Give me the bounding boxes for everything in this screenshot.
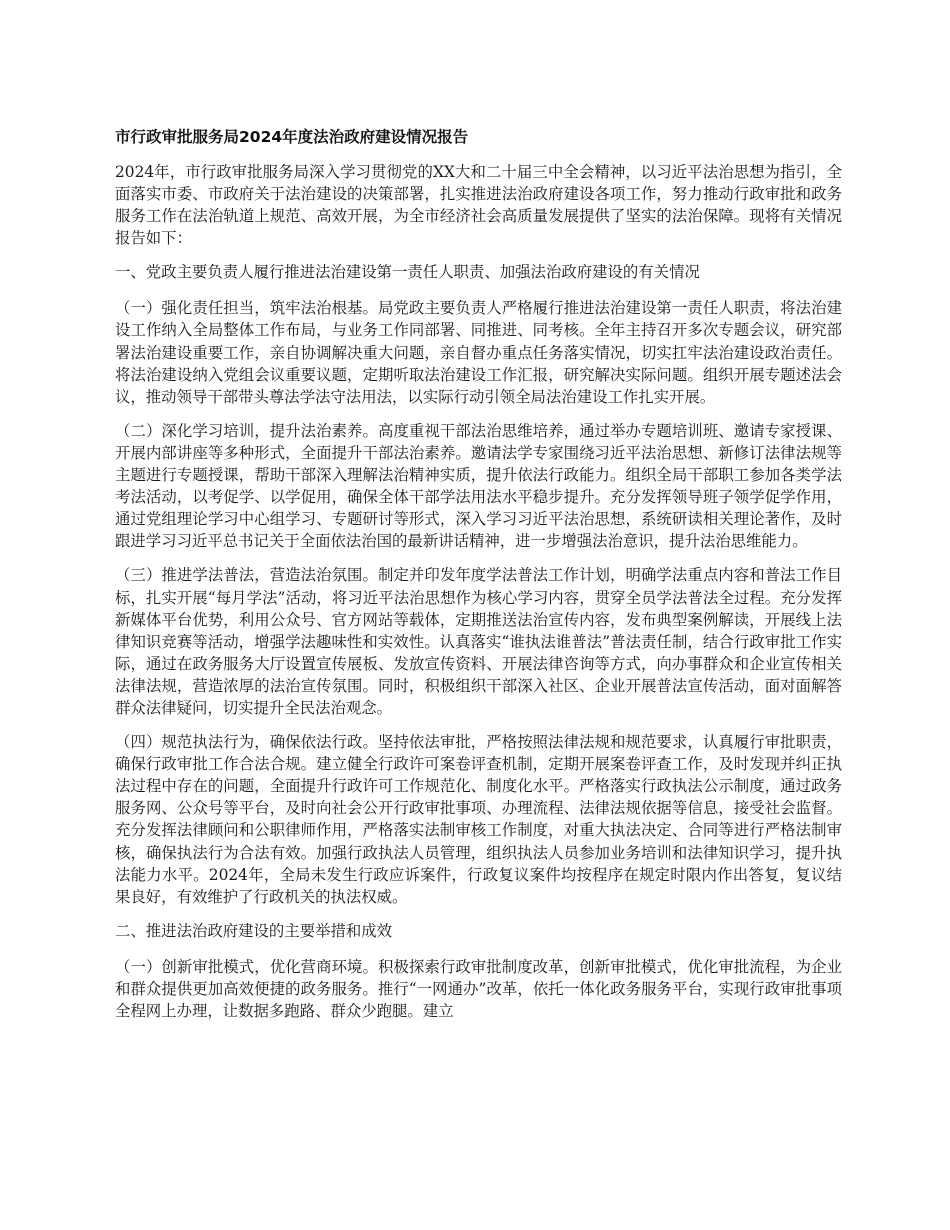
section-1-paragraph-4: （四）规范执法行为，确保依法行政。坚持依法审批，严格按照法律法规和规范要求，认真履行审批职责，确保行政审批工作合法合规。建立健全行政许可案卷评查机制，定期开展案卷评查工作，及时发现并纠正执法过程中存在的问题，全面提升行政许可工作规范化、制度化水平。严格落实行政执法公示制度，通过政务服务网、公众号等平台，及时向社会公开行政审批事项、办理流程、法律法规依据等信息，接受社会监督。充分发挥法律顾问和公职律师作用，严格落实法制审核工作制度，对重大执法决定、合同等进行严格法制审核，确保执法行为合法有效。加强行政执法人员管理，组织执法人员参加业务培训和法律知识学习，提升执法能力水平。2024年，全局未发生行政应诉案件，行政复议案件均按程序在规定时限内作出答复，复议结果良好，有效维护了行政机关的执法权威。 (115, 733, 842, 906)
section-2-heading: 二、推进法治政府建设的主要举措和成效 (115, 921, 393, 940)
document-page (115, 126, 842, 1034)
section-1-paragraph-1: （一）强化责任担当，筑牢法治根基。局党政主要负责人严格履行推进法治建设第一责任人职责，将法治建设工作纳入全局整体工作布局，与业务工作同部署、同推进、同考核。全年主持召开多次专题会议，研究部署法治建设重要工作，亲自协调解决重大问题，亲自督办重点任务落实情况，切实扛牢法治建设政治责任。将法治建设纳入党组会议重要议题，定期听取法治建设工作汇报，研究解决实际问题。组织开展专题述法会议，推动领导干部带头尊法学法守法用法，以实际行动引领全局法治建设工作扎实开展。 (115, 299, 842, 406)
section-1-heading: 一、党政主要负责人履行推进法治建设第一责任人职责、加强法治政府建设的有关情况 (115, 263, 700, 282)
section-2-paragraph-1: （一）创新审批模式，优化营商环境。积极探索行政审批制度改革，创新审批模式，优化审批流程，为企业和群众提供更加高效便捷的政务服务。推行“一网通办”改革，依托一体化政务服务平台，实现行政审批事项全程网上办理，让数据多跑路、群众少跑腿。建立 (115, 957, 842, 1020)
section-1-paragraph-2: （二）深化学习培训，提升法治素养。高度重视干部法治思维培养，通过举办专题培训班、邀请专家授课、开展内部讲座等多种形式，全面提升干部法治素养。邀请法学专家围绕习近平法治思想、新修订法律法规等主题进行专题授课，帮助干部深入理解法治精神实质，提升依法行政能力。组织全局干部职工参加各类学法考法活动，以考促学、以学促用，确保全体干部学法用法水平稳步提升。充分发挥领导班子领学促学作用，通过党组理论学习中心组学习、专题研讨等形式，深入学习习近平法治思想，系统研读相关理论著作，及时跟进学习习近平总书记关于全面依法治国的最新讲话精神，进一步增强法治意识，提升法治思维能力。 (115, 421, 842, 551)
section-1-paragraph-3: （三）推进学法普法，营造法治氛围。制定并印发年度学法普法工作计划，明确学法重点内容和普法工作目标，扎实开展“每月学法”活动，将习近平法治思想作为核心学习内容，贯穿全员学法普法全过程。充分发挥新媒体平台优势，利用公众号、官方网站等载体，定期推送法治宣传内容，发布典型案例解读，开展线上法律知识竞赛等活动，增强学法趣味性和实效性。认真落实“谁执法谁普法”普法责任制，结合行政审批工作实际，通过在政务服务大厅设置宣传展板、发放宣传资料、开展法律咨询等方式，向办事群众和企业宣传相关法律法规，营造浓厚的法治宣传氛围。同时，积极组织干部深入社区、企业开展普法宣传活动，面对面解答群众法律疑问，切实提升全民法治观念。 (115, 566, 842, 717)
document-title: 市行政审批服务局2024年度法治政府建设情况报告 (115, 128, 469, 146)
intro-paragraph: 2024年，市行政审批服务局深入学习贯彻党的XX大和二十届三中全会精神，以习近平法治思想为指引，全面落实市委、市政府关于法治建设的决策部署，扎实推进法治政府建设各项工作，努力推动行政审批和政务服务工作在法治轨道上规范、高效开展，为全市经济社会高质量发展提供了坚实的法治保障。现将有关情况报告如下： (115, 163, 842, 248)
